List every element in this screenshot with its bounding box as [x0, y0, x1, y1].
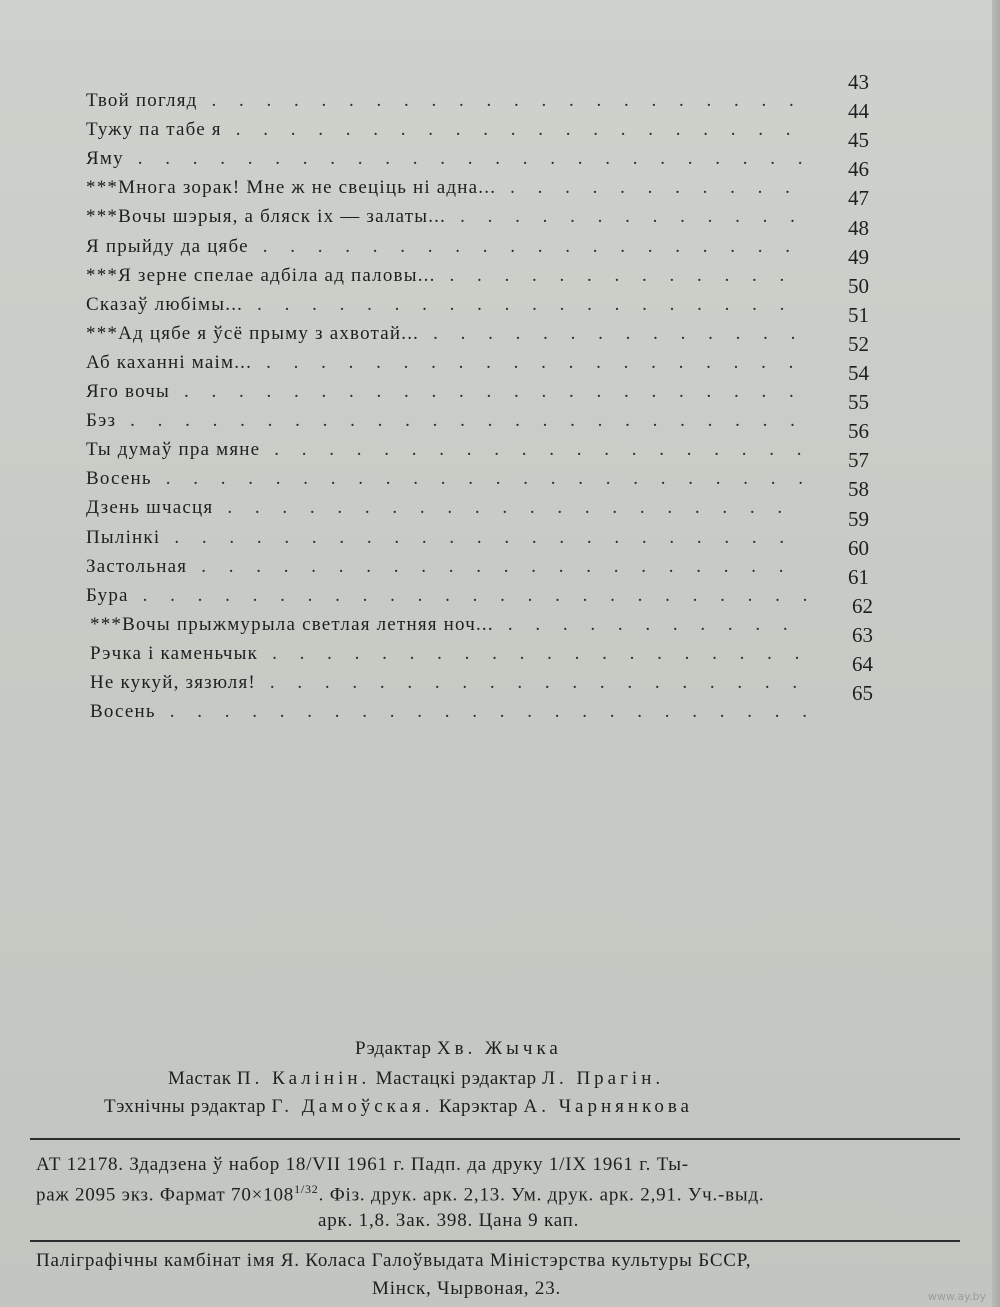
- leader-dots: . . . . . . . . . . . . . . . . . . . . . . . .: [169, 701, 808, 723]
- leader-dots: . . . . . . . . . . . . . . . . . . . . . . . . .: [130, 410, 795, 432]
- printer-line-1: Паліграфічны камбінат імя Я. Коласа Галоўвыдата Міністэрства культуры БССР,: [36, 1250, 752, 1271]
- toc-entry-title: Я прыйду да цябе: [86, 235, 249, 257]
- tech-editor-label: Тэхнічны рэдактар: [104, 1096, 267, 1117]
- imprint-top-rule: [30, 1138, 960, 1140]
- editor-name: Хв. Жычка: [436, 1038, 562, 1059]
- toc-entry-title: Яму: [86, 148, 124, 170]
- leader-dots: . . . . . . . . . . . . . . . . . . . .: [272, 642, 800, 664]
- toc-entry-page: 48: [848, 215, 869, 240]
- leader-dots: . . . . . . . . . . . . . . . . . . . .: [266, 351, 794, 373]
- watermark: www.ay.by: [927, 1290, 986, 1303]
- toc-entry-title: Бэз: [86, 410, 117, 432]
- proofreader-name: А. Чарнянкова: [523, 1096, 693, 1117]
- art-editor-name: Л. Прагін.: [542, 1068, 665, 1089]
- leader-dots: . . . . . . . . . . . . . . . . . . . .: [262, 235, 790, 257]
- toc-entry-title: Восень: [86, 468, 152, 490]
- toc-entry-title: Восень: [90, 701, 156, 723]
- toc-entry-page: 64: [852, 652, 873, 676]
- toc-entry-page: 62: [852, 593, 873, 618]
- toc-entry-page: 44: [848, 99, 869, 124]
- leader-dots: . . . . . . . . . . .: [510, 177, 790, 199]
- toc-entry-page: 43: [848, 70, 869, 94]
- leader-dots: . . . . . . . . . . . . . . . . . . . . . . . . .: [142, 584, 808, 606]
- leader-dots: . . . . . . . . . . .: [507, 613, 788, 635]
- leader-dots: . . . . . . . . . . . . . . . . . . . . . .: [201, 555, 784, 577]
- toc-entry-title: ***Вочы шэрыя, а бляск іх — залаты...: [86, 206, 447, 228]
- toc-entry-title: Бура: [86, 584, 129, 606]
- toc-entry-page: 45: [848, 128, 869, 153]
- leader-dots: . . . . . . . . . . . . .: [449, 264, 785, 286]
- tech-editor-name: Г. Дамоўская.: [271, 1096, 434, 1117]
- toc-entry-title: Пылінкі: [86, 526, 161, 548]
- toc-entry-title: ***Я зерне спелае адбіла ад паловы...: [86, 264, 436, 286]
- proofreader-label: Карэктар: [438, 1096, 519, 1117]
- artist-line: [168, 1068, 664, 1090]
- leader-dots: . . . . . . . . . . . . . . . . . . . . . .: [211, 90, 794, 111]
- leader-dots: . . . . . . . . . . . . . . . . . . . .: [274, 439, 802, 461]
- toc-entry-title: Твой погляд: [86, 90, 198, 111]
- toc-entry-page: 46: [848, 157, 869, 182]
- leader-dots: . . . . . . . . . . . . . . . . . . . . . . . .: [165, 468, 804, 490]
- toc-entry-title: Тужу па табе я: [86, 119, 222, 141]
- format-fraction: 1/32: [294, 1182, 319, 1196]
- editor-label: Рэдактар: [355, 1038, 432, 1059]
- toc-entry-page: 50: [848, 273, 869, 298]
- leader-dots: . . . . . . . . . . . . . . . . . . . . .: [235, 119, 791, 141]
- imprint-line-1: АТ 12178. Здадзена ў набор 18/VII 1961 г. Падп. да друку 1/IX 1961 г. Ты-: [36, 1154, 689, 1175]
- toc-entry-page: 55: [848, 390, 869, 415]
- art-editor-label: Мастацкі рэдактар: [375, 1068, 537, 1089]
- imprint-line-2a: раж 2095 экз. Фармат 70×108: [36, 1184, 295, 1206]
- toc-entry-page: 57: [848, 448, 869, 473]
- toc-entry-title: Дзень шчасця: [86, 497, 214, 519]
- toc-entry-title: ***Ад цябе я ўсё прыму з ахвотай...: [86, 322, 420, 344]
- toc-entry-page: 65: [852, 681, 873, 706]
- leader-dots: . . . . . . . . . . . . . . . . . . . .: [269, 672, 798, 693]
- toc-entry-page: 52: [848, 331, 869, 356]
- toc-entry-title: Застольная: [86, 555, 188, 577]
- toc-entry-page: 56: [848, 419, 869, 444]
- toc-entry-page: 60: [848, 535, 869, 560]
- artist-name: П. Калінін.: [236, 1068, 371, 1089]
- toc-entry-page: 47: [848, 186, 869, 211]
- leader-dots: . . . . . . . . . . . . . . . . . . . .: [257, 293, 785, 315]
- imprint-line-2: [36, 1182, 764, 1206]
- toc-entry-title: Не кукуй, зязюля!: [90, 672, 256, 693]
- toc-entry-page: 58: [848, 477, 869, 502]
- toc-entry-page: 59: [848, 506, 869, 531]
- leader-dots: . . . . . . . . . . . . . .: [433, 322, 796, 344]
- leader-dots: . . . . . . . . . . . . . . . . . . . . . . .: [174, 526, 785, 548]
- leader-dots: . . . . . . . . . . . . . . . . . . . . . . .: [184, 381, 794, 402]
- leader-dots: . . . . . . . . . . . . . . . . . . . . .: [227, 497, 783, 519]
- toc-entry-page: 49: [848, 244, 869, 269]
- imprint-line-3: арк. 1,8. Зак. 398. Цана 9 кап.: [318, 1210, 580, 1231]
- artist-label: Мастак: [168, 1068, 232, 1089]
- editor-line: [355, 1038, 562, 1060]
- toc-entry-page: 51: [848, 302, 869, 327]
- leader-dots: . . . . . . . . . . . . . . . . . . . . . . . . .: [137, 148, 803, 170]
- imprint-line-2b: . Фіз. друк. арк. 2,13. Ум. друк. арк. 2,91. Уч.-выд.: [318, 1184, 765, 1206]
- leader-dots: . . . . . . . . . . . . .: [460, 206, 795, 228]
- toc-entry-title: Ты думаў пра мяне: [86, 439, 261, 461]
- toc-entry-page: 54: [848, 361, 869, 385]
- toc-entry-title: Яго вочы: [86, 381, 171, 402]
- toc-entry-title: Аб каханні маім...: [86, 351, 253, 373]
- printer-line-2: Мінск, Чырвоная, 23.: [372, 1278, 562, 1299]
- tech-editor-line: [104, 1096, 693, 1118]
- toc-entry-title: Рэчка і каменьчык: [90, 642, 259, 664]
- toc-entry-page: 61: [848, 564, 869, 589]
- imprint-block: [30, 1148, 960, 1238]
- imprint-bottom-rule: [30, 1240, 960, 1242]
- toc-entry-page: 63: [852, 622, 873, 647]
- toc-entry-title: ***Многа зорак! Мне ж не свеціць ні адна...: [86, 177, 497, 199]
- toc-entry-title: Сказаў любімы...: [86, 293, 244, 315]
- toc-entry-title: ***Вочы прыжмурыла светлая летняя ноч...: [90, 613, 494, 635]
